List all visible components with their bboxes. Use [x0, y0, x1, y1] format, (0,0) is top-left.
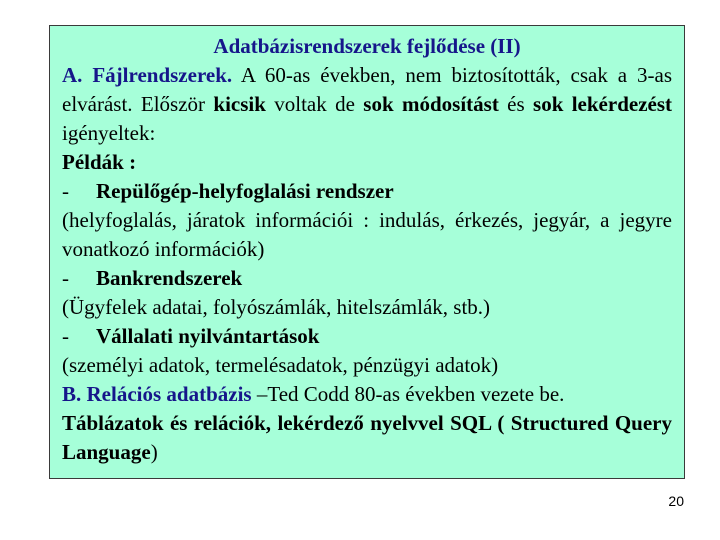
list-item-title-text: Vállalati nyilvántartások: [96, 324, 320, 348]
list-item-description: (személyi adatok, termelésadatok, pénzügyi adatok): [62, 353, 499, 377]
section-b-bold-line: Táblázatok és relációk, lekérdező nyelvvel SQL ( Structured Query Language: [62, 411, 672, 464]
section-b-bold-paragraph: [62, 409, 672, 467]
section-a-label: A. Fájlrendszerek.: [62, 63, 233, 87]
section-a-text-1: A 60-as években, nem biztosították, csak a 3-as elvárást. Először: [62, 63, 672, 116]
list-item-title: [62, 177, 672, 206]
list-item-title-text: Bankrendszerek: [96, 266, 243, 290]
section-a-text-2: voltak de: [265, 92, 364, 116]
section-a-bold-1: kicsik: [213, 92, 266, 116]
section-a-bold-3: sok lekérdezést: [533, 92, 672, 116]
list-item-title: [62, 322, 672, 351]
section-a-bold-2: sok módosítást: [363, 92, 499, 116]
section-b-text-end: ): [150, 440, 158, 464]
section-b-paragraph: [62, 380, 672, 409]
list-item-title: [62, 264, 672, 293]
slide-content-box: [49, 25, 685, 479]
section-a-text-3: és: [498, 92, 534, 116]
section-a-text-4: igényeltek:: [62, 121, 156, 145]
list-item-description: (Ügyfelek adatai, folyószámlák, hitelszámlák, stb.): [62, 295, 491, 319]
list-item-dash: -: [62, 324, 69, 348]
section-a-paragraph: [62, 61, 672, 148]
slide-title: Adatbázisrendszerek fejlődése (II): [213, 34, 521, 58]
list-item-title-text: Repülőgép-helyfoglalási rendszer: [96, 179, 394, 203]
section-b-label: B. Relációs adatbázis: [62, 382, 252, 406]
page-number: 20: [668, 493, 684, 509]
list-item-description: (helyfoglalás, járatok információi : indulás, érkezés, jegyár, a jegyre vonatkozó információk): [62, 208, 672, 261]
section-b-text-1: –Ted Codd 80-as években vezete be.: [251, 382, 565, 406]
examples-label: Példák :: [62, 150, 137, 174]
list-item-dash: -: [62, 179, 69, 203]
list-item-dash: -: [62, 266, 69, 290]
